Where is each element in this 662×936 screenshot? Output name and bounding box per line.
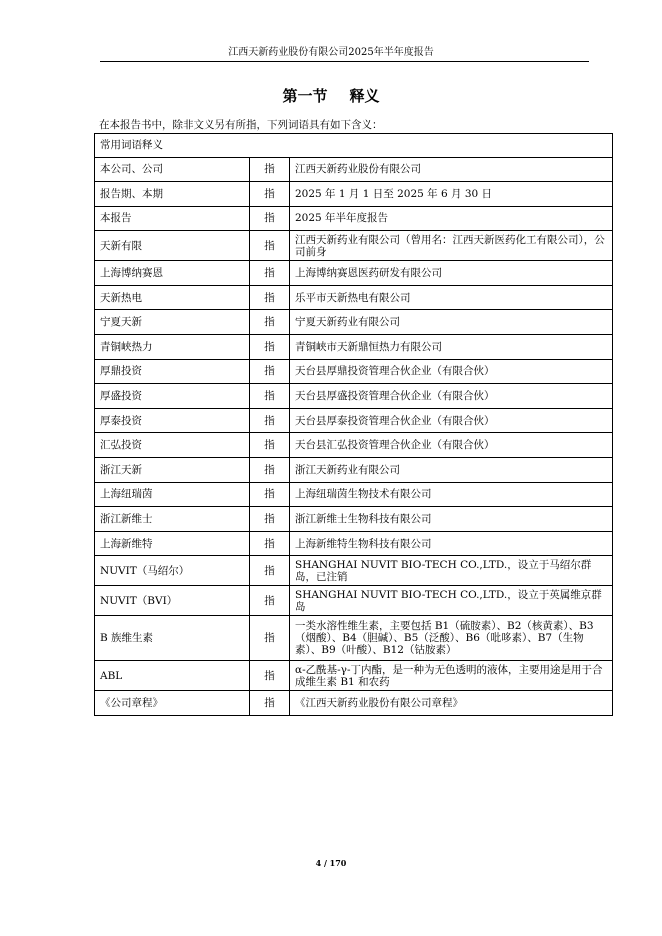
refers-to-cell: 指 — [250, 556, 290, 586]
table-row — [95, 433, 613, 458]
term-cell: 上海新维特 — [95, 531, 250, 556]
definition-cell: SHANGHAI NUVIT BIO-TECH CO.,LTD.，设立于英属维京群岛 — [290, 586, 613, 616]
term-cell: NUVIT（马绍尔） — [95, 556, 250, 586]
term-cell: 天新热电 — [95, 285, 250, 310]
section-number: 第一节 — [282, 87, 328, 105]
definition-cell: 天台县厚泰投资管理合伙企业（有限合伙） — [290, 408, 613, 433]
definition-cell: 江西天新药业股份有限公司 — [290, 157, 613, 182]
term-cell: 厚鼎投资 — [95, 359, 250, 384]
refers-to-cell: 指 — [250, 335, 290, 360]
definition-cell: 天台县厚盛投资管理合伙企业（有限合伙） — [290, 384, 613, 409]
table-caption: 常用词语释义 — [95, 134, 613, 158]
definition-cell: 天台县厚鼎投资管理合伙企业（有限合伙） — [290, 359, 613, 384]
term-cell: 青铜峡热力 — [95, 335, 250, 360]
table-row — [95, 408, 613, 433]
refers-to-cell: 指 — [250, 661, 290, 691]
table-row — [95, 285, 613, 310]
definitions-table — [94, 133, 613, 716]
table-row — [95, 507, 613, 532]
refers-to-cell: 指 — [250, 359, 290, 384]
section-name: 释义 — [349, 87, 380, 105]
section-title — [0, 86, 662, 106]
refers-to-cell: 指 — [250, 384, 290, 409]
term-cell: 上海纽瑞茵 — [95, 482, 250, 507]
refers-to-cell: 指 — [250, 507, 290, 532]
definition-cell: 宁夏天新药业有限公司 — [290, 310, 613, 335]
table-row — [95, 206, 613, 231]
term-cell: 本公司、公司 — [95, 157, 250, 182]
refers-to-cell: 指 — [250, 231, 290, 261]
term-cell: 厚盛投资 — [95, 384, 250, 409]
term-cell: 上海博纳赛恩 — [95, 261, 250, 286]
term-cell: 厚泰投资 — [95, 408, 250, 433]
table-row — [95, 310, 613, 335]
table-row — [95, 458, 613, 483]
table-row — [95, 661, 613, 691]
term-cell: 汇弘投资 — [95, 433, 250, 458]
definition-cell: 《江西天新药业股份有限公司章程》 — [290, 691, 613, 716]
table-row — [95, 335, 613, 360]
term-cell: B 族维生素 — [95, 616, 250, 661]
table-row — [95, 231, 613, 261]
table-row — [95, 359, 613, 384]
table-row — [95, 556, 613, 586]
definition-cell: 2025 年半年度报告 — [290, 206, 613, 231]
refers-to-cell: 指 — [250, 586, 290, 616]
refers-to-cell: 指 — [250, 285, 290, 310]
definition-cell: 一类水溶性维生素，主要包括 B1（硫胺素）、B2（核黄素）、B3（烟酸）、B4（胆碱）、B5（泛酸）、B6（吡哆素）、B7（生物素）、B9（叶酸）、B12（钴胺素） — [290, 616, 613, 661]
header-divider — [100, 61, 589, 62]
term-cell: ABL — [95, 661, 250, 691]
term-cell: NUVIT（BVI） — [95, 586, 250, 616]
refers-to-cell: 指 — [250, 433, 290, 458]
definition-cell: SHANGHAI NUVIT BIO-TECH CO.,LTD.，设立于马绍尔群岛，已注销 — [290, 556, 613, 586]
refers-to-cell: 指 — [250, 691, 290, 716]
table-row — [95, 531, 613, 556]
table-row — [95, 182, 613, 207]
refers-to-cell: 指 — [250, 408, 290, 433]
refers-to-cell: 指 — [250, 182, 290, 207]
term-cell: 浙江天新 — [95, 458, 250, 483]
table-caption-row — [95, 134, 613, 158]
refers-to-cell: 指 — [250, 482, 290, 507]
term-cell: 天新有限 — [95, 231, 250, 261]
definition-cell: 2025 年 1 月 1 日至 2025 年 6 月 30 日 — [290, 182, 613, 207]
refers-to-cell: 指 — [250, 616, 290, 661]
term-cell: 《公司章程》 — [95, 691, 250, 716]
refers-to-cell: 指 — [250, 310, 290, 335]
definition-cell: α-乙酰基-γ-丁内酯，是一种为无色透明的液体，主要用途是用于合成维生素 B1 和农药 — [290, 661, 613, 691]
table-row — [95, 691, 613, 716]
definition-cell: 上海博纳赛恩医药研发有限公司 — [290, 261, 613, 286]
refers-to-cell: 指 — [250, 206, 290, 231]
refers-to-cell: 指 — [250, 261, 290, 286]
definition-cell: 浙江天新药业有限公司 — [290, 458, 613, 483]
definition-cell: 乐平市天新热电有限公司 — [290, 285, 613, 310]
table-row — [95, 616, 613, 661]
term-cell: 报告期、本期 — [95, 182, 250, 207]
intro-text: 在本报告书中，除非文义另有所指，下列词语具有如下含义： — [99, 119, 383, 131]
table-row — [95, 157, 613, 182]
table-row — [95, 586, 613, 616]
definition-cell: 上海新维特生物科技有限公司 — [290, 531, 613, 556]
term-cell: 宁夏天新 — [95, 310, 250, 335]
definition-cell: 上海纽瑞茵生物技术有限公司 — [290, 482, 613, 507]
definition-cell: 青铜峡市天新鼎恒热力有限公司 — [290, 335, 613, 360]
term-cell: 浙江新维士 — [95, 507, 250, 532]
table-row — [95, 261, 613, 286]
definition-cell: 江西天新药业有限公司（曾用名：江西天新医药化工有限公司），公司前身 — [290, 231, 613, 261]
term-cell: 本报告 — [95, 206, 250, 231]
definition-cell: 浙江新维士生物科技有限公司 — [290, 507, 613, 532]
page-number: 4 / 170 — [315, 858, 347, 868]
refers-to-cell: 指 — [250, 531, 290, 556]
table-row — [95, 482, 613, 507]
definition-cell: 天台县汇弘投资管理合伙企业（有限合伙） — [290, 433, 613, 458]
table-row — [95, 384, 613, 409]
running-header: 江西天新药业股份有限公司2025年半年度报告 — [228, 47, 434, 58]
refers-to-cell: 指 — [250, 157, 290, 182]
refers-to-cell: 指 — [250, 458, 290, 483]
